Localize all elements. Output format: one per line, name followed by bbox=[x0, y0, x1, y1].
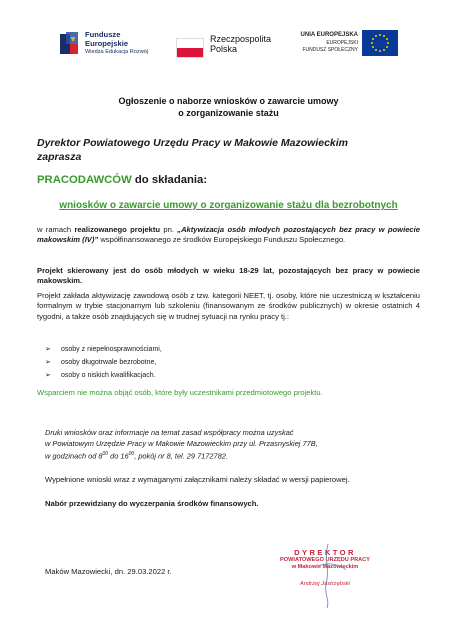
fe-logo-line1: Fundusze bbox=[85, 30, 121, 39]
logo-bar bbox=[58, 28, 398, 68]
list-item bbox=[45, 356, 162, 369]
eu-flag-icon bbox=[362, 30, 398, 56]
fundusze-europejskie-mark-icon bbox=[58, 30, 80, 56]
stamp-title: DYREKTOR bbox=[294, 548, 356, 557]
arrow-bullet-icon: ➢ bbox=[45, 372, 51, 379]
rzeczpospolita-polska-logo bbox=[176, 28, 272, 64]
fundusze-europejskie-logo bbox=[58, 28, 188, 64]
employers-callout bbox=[37, 174, 207, 186]
rp-logo-line1: Rzeczpospolita bbox=[210, 34, 272, 44]
attachment-note: Wypełnione wnioski wraz z wymaganymi załącznikami należy składać w wersji papierowej. bbox=[45, 475, 350, 484]
rp-logo-line2: Polska bbox=[210, 44, 238, 54]
eligible-groups-list bbox=[45, 343, 162, 382]
p1-part-c: pn. bbox=[160, 225, 178, 234]
arrow-bullet-icon: ➢ bbox=[45, 359, 51, 366]
director-line1: Dyrektor Powiatowego Urzędu Pracy w Makowie Mazowieckim bbox=[37, 137, 349, 149]
hours-to-sup: 00 bbox=[128, 451, 135, 457]
forms-info-line1: Druki wniosków oraz informacje na temat zasad współpracy można uzyskać bbox=[45, 428, 294, 437]
ue-logo-line1: UNIA EUROPEJSKA bbox=[300, 32, 358, 38]
neet-paragraph: Projekt zakłada aktywizację zawodową osób z tzw. kategorii NEET, tj. osoby, które nie uczestniczą w kształceniu formalnym w trybie stacjonarnym lub szkoleniu (finansowanym ze środków publicznych) w okresie ostatnich 4 tygodni, a także osób znajdujących się w trudnej sytuacji na rynku pracy tj.: bbox=[37, 291, 420, 321]
unia-europejska-logo bbox=[290, 28, 410, 64]
project-name: „Aktywizacja osób młodych pozostających bez pracy w powiecie makowskim (IV)” bbox=[37, 225, 420, 245]
director-line2: zaprasza bbox=[37, 151, 82, 163]
hours-to: do 16 bbox=[108, 451, 129, 461]
employers-rest: do składania: bbox=[131, 174, 208, 186]
list-item-text: osoby z niepełnosprawnościami, bbox=[61, 346, 162, 353]
closing-note: Nabór przewidziany do wyczerpania środków finansowych. bbox=[45, 499, 259, 508]
p1-part-a: w ramach bbox=[37, 225, 75, 234]
signature-icon bbox=[300, 540, 360, 610]
stamp-name: Andrzej Jastrzębski bbox=[299, 581, 351, 587]
fe-logo-line3: Wiedza Edukacja Rozwój bbox=[85, 49, 149, 55]
forms-info-line3 bbox=[45, 449, 318, 462]
eu-stars-icon bbox=[362, 30, 398, 56]
offer-title: wniosków o zawarcie umowy o zorganizowanie stażu dla bezrobotnych bbox=[59, 200, 398, 211]
list-item-text: osoby o niskich kwalifikacjach. bbox=[61, 372, 156, 379]
forms-info-line2: w Powiatowym Urzędzie Pracy w Makowie Mazowieckim przy ul. Przasnyskiej 77B, bbox=[45, 438, 318, 448]
p1-part-b: realizowanego projektu bbox=[74, 225, 161, 234]
director-invitation bbox=[37, 136, 420, 164]
list-item-text: osoby długotrwale bezrobotne, bbox=[61, 359, 157, 366]
list-item bbox=[45, 343, 162, 356]
p1-part-e: współfinansowanego ze środków Europejskiego Funduszu Społecznego. bbox=[98, 235, 346, 245]
ue-logo-line3: FUNDUSZ SPOŁECZNY bbox=[302, 47, 358, 53]
heading-line2: o zorganizowanie stażu bbox=[178, 108, 279, 118]
announcement-heading bbox=[37, 95, 420, 119]
employers-highlight: PRACODAWCÓW bbox=[37, 174, 132, 186]
stamp-org-line2: w Makowie Mazowieckim bbox=[291, 564, 359, 570]
support-exclusion-note: Wsparciem nie można objąć osób, które były uczestnikami przedmiotowego projektu. bbox=[37, 388, 323, 397]
hours-from-sup: 00 bbox=[102, 451, 109, 457]
place-date: Maków Mazowiecki, dn. 29.03.2022 r. bbox=[45, 567, 172, 576]
stamp-org-line1: POWIATOWEGO URZĘDU PRACY bbox=[280, 557, 370, 563]
project-paragraph bbox=[37, 225, 420, 246]
heading-line1: Ogłoszenie o naborze wniosków o zawarcie umowy bbox=[118, 96, 339, 106]
room-phone: , pokój nr 8, tel. 29 7172782. bbox=[134, 451, 228, 461]
arrow-bullet-icon: ➢ bbox=[45, 346, 51, 353]
polish-flag-icon bbox=[176, 38, 204, 58]
forms-info bbox=[45, 428, 318, 462]
list-item bbox=[45, 369, 162, 382]
target-group-paragraph: Projekt skierowany jest do osób młodych w wieku 18-29 lat, pozostających bez pracy w powiecie makowskim. bbox=[37, 266, 420, 286]
hours-from: w godzinach od 8 bbox=[45, 451, 103, 461]
ue-logo-line2: EUROPEJSKI bbox=[326, 40, 358, 46]
fe-logo-line2: Europejskie bbox=[85, 39, 129, 48]
